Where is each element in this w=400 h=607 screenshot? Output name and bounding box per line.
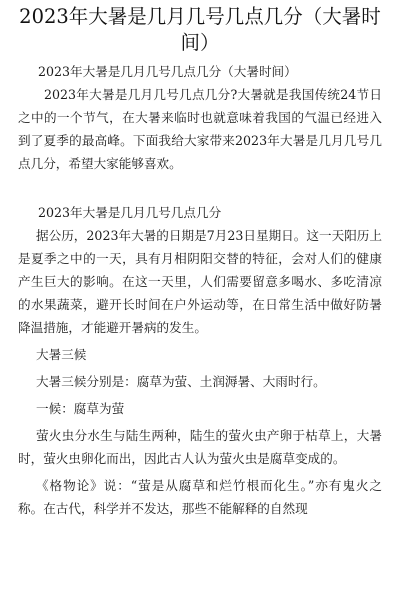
date-paragraph: 据公历，2023年大暑的日期是7月23日星期日。这一天阳历上是夏季之中的一天，具有月相阴阳交替的特征，会对人们的健康产生巨大的影响。在这一天里，人们需要留意多喝水、多吃清凉的水果蔬菜，避开长时间在户外运动等，在日常生活中做好防暑降温措施，才能避开暑病的发生。	[18, 228, 382, 335]
three-phases-paragraph: 大暑三候分别是：腐草为萤、土润溽暑、大雨时行。	[36, 374, 326, 389]
article-title: 2023年大暑是几月几号几点几分（大暑时间）	[19, 5, 381, 54]
section-subtitle: 2023年大暑是几月几号几点几分	[38, 205, 222, 220]
phase-one-heading: 一候：腐草为萤	[36, 401, 125, 416]
gewu-paragraph: 《格物论》说：“萤是从腐草和烂竹根而化生。”亦有鬼火之称。在古代，科学并不发达，那些不能解释的自然现	[18, 478, 382, 516]
firefly-paragraph: 萤火虫分水生与陆生两种，陆生的萤火虫产卵于枯草上，大暑时，萤火虫卵化而出，因此古人认为萤火虫是腐草变成的。	[18, 428, 382, 466]
section-heading: 大暑三候	[36, 347, 87, 362]
article-subtitle: 2023年大暑是几月几号几点几分（大暑时间）	[38, 64, 297, 79]
intro-paragraph: 2023年大暑是几月几号几点几分?大暑就是我国传统24节日之中的一个节气，在大暑来临时也就意味着我国的气温已经进入到了夏季的最高峰。下面我给大家带来2023年大暑是几月几号几点几分，希望大家能够喜欢。	[18, 87, 382, 171]
